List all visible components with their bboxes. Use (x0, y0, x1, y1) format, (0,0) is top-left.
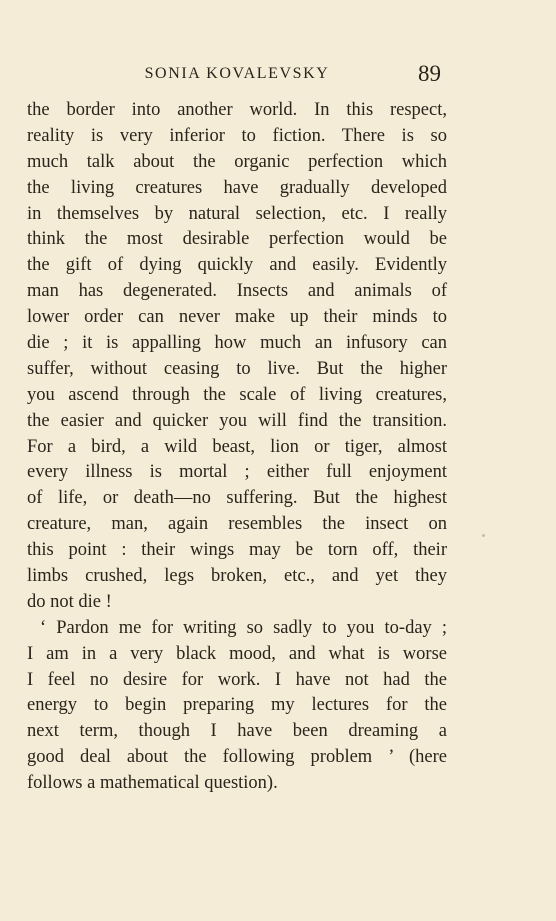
text-line: man has degenerated. Insects and animals of (27, 281, 447, 302)
page-number: 89 (418, 61, 441, 86)
text-line: of life, or death—no suffering. But the highest (27, 488, 447, 509)
running-title: SONIA KOVALEVSKY (144, 65, 330, 82)
body-text (27, 98, 447, 797)
text-line: creature, man, again resembles the insect on (27, 514, 447, 535)
text-line: good deal about the following problem ’ (here (27, 747, 447, 768)
text-line: ‘ Pardon me for writing so sadly to you to-day ; (40, 617, 447, 638)
text-line: I feel no desire for work. I have not had the (27, 669, 447, 690)
text-line: limbs crushed, legs broken, etc., and yet they (27, 566, 447, 587)
text-line: I am in a very black mood, and what is worse (27, 643, 447, 664)
text-line: do not die ! (27, 591, 112, 612)
text-line: much talk about the organic perfection which (27, 151, 447, 172)
text-line: the gift of dying quickly and easily. Evidently (27, 255, 447, 276)
text-line: next term, though I have been dreaming a (27, 721, 447, 742)
text-line: the border into another world. In this respect, (27, 100, 447, 120)
text-line: you ascend through the scale of living creatures, (27, 384, 447, 405)
text-line: the living creatures have gradually developed (27, 177, 447, 198)
text-line: this point : their wings may be torn off, their (27, 540, 447, 561)
running-head (27, 62, 447, 90)
text-line: die ; it is appalling how much an infusory can (27, 333, 447, 354)
text-line: reality is very inferior to fiction. There is so (27, 125, 447, 146)
text-line: follows a mathematical question). (27, 773, 278, 794)
text-line: every illness is mortal ; either full enjoyment (27, 462, 447, 483)
paper-speck (482, 534, 485, 537)
text-line: think the most desirable perfection would be (27, 229, 447, 250)
text-line: energy to begin preparing my lectures for the (27, 695, 447, 716)
text-line: For a bird, a wild beast, lion or tiger, almost (27, 436, 447, 457)
text-line: suffer, without ceasing to live. But the higher (27, 358, 447, 379)
text-line: in themselves by natural selection, etc. I really (27, 203, 447, 224)
text-line: lower order can never make up their minds to (27, 307, 447, 328)
text-line: the easier and quicker you will find the transition. (27, 410, 447, 431)
